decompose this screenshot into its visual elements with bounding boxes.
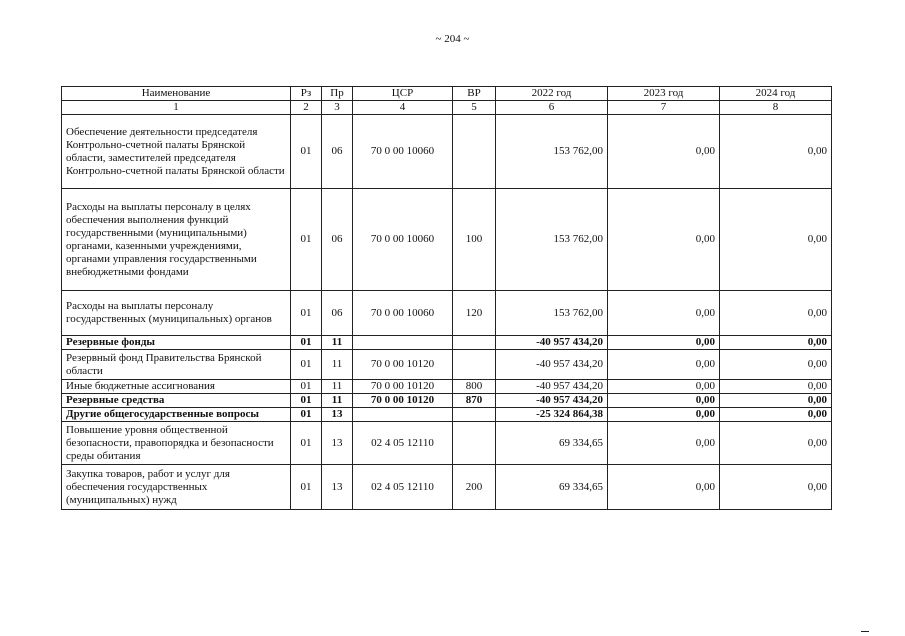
row-name: Закупка товаров, работ и услуг для обеспечения государственных (муниципальных) нужд (62, 465, 291, 510)
row-pr: 13 (322, 408, 353, 422)
row-csr: 02 4 05 12110 (353, 422, 453, 465)
row-vr (453, 422, 496, 465)
row-vr: 100 (453, 189, 496, 291)
row-2023: 0,00 (608, 291, 720, 336)
row-2024: 0,00 (720, 422, 832, 465)
row-csr: 70 0 00 10120 (353, 394, 453, 408)
row-2023: 0,00 (608, 380, 720, 394)
header-2023: 2023 год (608, 87, 720, 101)
budget-table (61, 86, 832, 510)
row-csr: 70 0 00 10060 (353, 291, 453, 336)
row-name: Другие общегосударственные вопросы (62, 408, 291, 422)
row-2022: 69 334,65 (496, 465, 608, 510)
column-number-row (62, 101, 832, 115)
table-row (62, 408, 832, 422)
row-rz: 01 (291, 189, 322, 291)
header-2024: 2024 год (720, 87, 832, 101)
row-rz: 01 (291, 336, 322, 350)
row-2022: 153 762,00 (496, 115, 608, 189)
row-pr: 06 (322, 115, 353, 189)
row-2024: 0,00 (720, 380, 832, 394)
row-vr: 800 (453, 380, 496, 394)
row-2022: -25 324 864,38 (496, 408, 608, 422)
row-2024: 0,00 (720, 350, 832, 380)
header-row (62, 87, 832, 101)
row-rz: 01 (291, 408, 322, 422)
row-2023: 0,00 (608, 189, 720, 291)
row-rz: 01 (291, 115, 322, 189)
row-2024: 0,00 (720, 115, 832, 189)
row-2022: -40 957 434,20 (496, 350, 608, 380)
column-number: 2 (291, 101, 322, 115)
row-vr (453, 115, 496, 189)
row-vr (453, 350, 496, 380)
row-name: Резервные фонды (62, 336, 291, 350)
row-2024: 0,00 (720, 336, 832, 350)
row-pr: 13 (322, 465, 353, 510)
table-row (62, 394, 832, 408)
row-rz: 01 (291, 350, 322, 380)
header-vr: ВР (453, 87, 496, 101)
row-name: Обеспечение деятельности председателя Контрольно-счетной палаты Брянской области, заместителей председателя Контрольно-счетной палаты Брянской области (62, 115, 291, 189)
row-csr: 70 0 00 10060 (353, 189, 453, 291)
row-2023: 0,00 (608, 408, 720, 422)
table-row (62, 380, 832, 394)
row-rz: 01 (291, 291, 322, 336)
row-pr: 11 (322, 380, 353, 394)
page-corner-mark (861, 631, 869, 632)
row-2024: 0,00 (720, 394, 832, 408)
row-csr: 70 0 00 10120 (353, 350, 453, 380)
row-pr: 11 (322, 350, 353, 380)
row-rz: 01 (291, 422, 322, 465)
row-csr (353, 336, 453, 350)
column-number: 7 (608, 101, 720, 115)
table-row (62, 465, 832, 510)
header-pr: Пр (322, 87, 353, 101)
column-number: 4 (353, 101, 453, 115)
row-name: Резервные средства (62, 394, 291, 408)
row-vr (453, 336, 496, 350)
column-number: 1 (62, 101, 291, 115)
row-2024: 0,00 (720, 408, 832, 422)
row-name: Резервный фонд Правительства Брянской области (62, 350, 291, 380)
row-vr: 200 (453, 465, 496, 510)
table-row (62, 189, 832, 291)
row-2024: 0,00 (720, 465, 832, 510)
table-row (62, 115, 832, 189)
row-pr: 06 (322, 189, 353, 291)
row-pr: 06 (322, 291, 353, 336)
header-name: Наименование (62, 87, 291, 101)
row-2024: 0,00 (720, 291, 832, 336)
row-csr: 02 4 05 12110 (353, 465, 453, 510)
column-number: 3 (322, 101, 353, 115)
row-csr (353, 408, 453, 422)
row-2023: 0,00 (608, 465, 720, 510)
row-2022: -40 957 434,20 (496, 380, 608, 394)
row-2024: 0,00 (720, 189, 832, 291)
row-2022: 69 334,65 (496, 422, 608, 465)
row-2023: 0,00 (608, 115, 720, 189)
row-vr: 870 (453, 394, 496, 408)
row-csr: 70 0 00 10120 (353, 380, 453, 394)
row-2022: -40 957 434,20 (496, 394, 608, 408)
row-name: Повышение уровня общественной безопасности, правопорядка и безопасности среды обитания (62, 422, 291, 465)
row-csr: 70 0 00 10060 (353, 115, 453, 189)
row-2022: 153 762,00 (496, 291, 608, 336)
header-csr: ЦСР (353, 87, 453, 101)
row-2023: 0,00 (608, 350, 720, 380)
row-pr: 11 (322, 394, 353, 408)
row-pr: 13 (322, 422, 353, 465)
table-row (62, 336, 832, 350)
column-number: 8 (720, 101, 832, 115)
row-pr: 11 (322, 336, 353, 350)
row-2022: -40 957 434,20 (496, 336, 608, 350)
row-rz: 01 (291, 380, 322, 394)
row-name: Расходы на выплаты персоналу в целях обеспечения выполнения функций государственными (муниципальными) органами, казенными учреждениями, органами управления государственными внебюджетными фондами (62, 189, 291, 291)
table-row (62, 291, 832, 336)
column-number: 5 (453, 101, 496, 115)
row-2022: 153 762,00 (496, 189, 608, 291)
row-rz: 01 (291, 394, 322, 408)
row-vr (453, 408, 496, 422)
row-name: Иные бюджетные ассигнования (62, 380, 291, 394)
header-2022: 2022 год (496, 87, 608, 101)
header-rz: Рз (291, 87, 322, 101)
page-number: ~ 204 ~ (435, 33, 470, 45)
row-2023: 0,00 (608, 394, 720, 408)
row-name: Расходы на выплаты персоналу государственных (муниципальных) органов (62, 291, 291, 336)
row-2023: 0,00 (608, 422, 720, 465)
row-2023: 0,00 (608, 336, 720, 350)
row-rz: 01 (291, 465, 322, 510)
row-vr: 120 (453, 291, 496, 336)
column-number: 6 (496, 101, 608, 115)
table-row (62, 422, 832, 465)
table-row (62, 350, 832, 380)
